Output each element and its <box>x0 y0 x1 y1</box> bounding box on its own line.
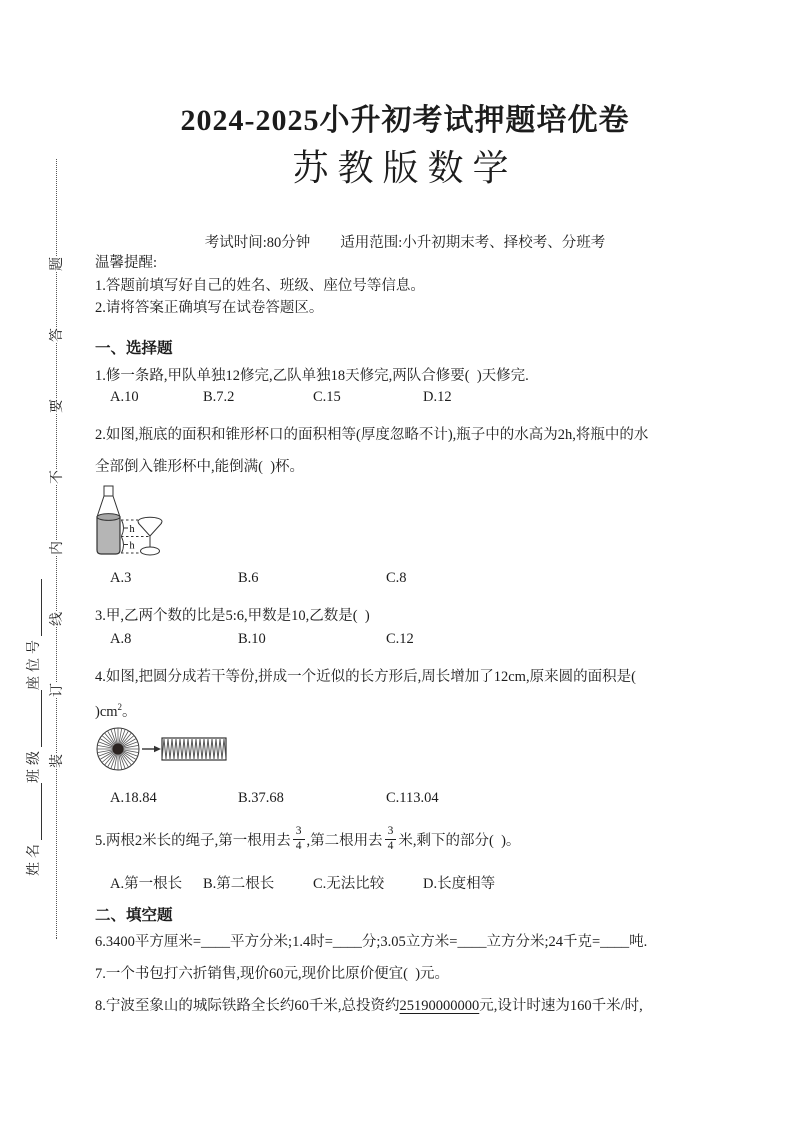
binding-dotted-line <box>56 343 57 398</box>
question-text-6: 6.3400平方厘米=____平方分米;1.4时=____分;3.05立方米=____立方分米;24千克=____吨. <box>95 934 648 950</box>
exam-title: 2024-2025小升初考试押题培优卷 <box>180 104 630 137</box>
notice-item: 2.请将答案正确填写在试卷答题区。 <box>95 300 324 316</box>
binding-dotted-line <box>56 272 57 327</box>
question-text-5-post: 米,剩下的部分( )。 <box>398 832 521 849</box>
question-text-4-cont-pre: )cm <box>95 703 118 720</box>
name-field-blank <box>28 783 42 840</box>
fraction <box>293 825 305 852</box>
question-text-8-post: 元,设计时速为160千米/时, <box>479 998 643 1014</box>
question-text-2: 2.如图,瓶底的面积和锥形杯口的面积相等(厚度忽略不计),瓶子中的水高为2h,将瓶中的水 <box>95 427 649 443</box>
binding-dotted-line <box>56 769 57 939</box>
section-title-fill-blank: 二、填空题 <box>95 907 173 924</box>
fraction <box>385 825 397 852</box>
option-item: A.第一根长 <box>110 876 183 892</box>
binding-dotted-line <box>56 698 57 753</box>
circle-center-dot <box>113 744 124 755</box>
question-text-5-pre: 5.两根2米长的绳子,第一根用去 <box>95 832 291 849</box>
question-text-3: 3.甲,乙两个数的比是5:6,甲数是10,乙数是( ) <box>95 608 370 624</box>
class-field-blank <box>28 690 42 747</box>
h-label: h <box>129 540 135 552</box>
binding-char: 不 <box>50 470 65 484</box>
binding-dotted-line <box>56 627 57 682</box>
arrow-head-icon <box>154 746 161 752</box>
binding-char: 要 <box>50 399 65 413</box>
option-item: C.113.04 <box>386 790 439 806</box>
binding-line-rail <box>47 159 65 939</box>
fraction-denominator: 4 <box>385 839 397 853</box>
option-item: B.7.2 <box>203 389 235 405</box>
option-item: A.18.84 <box>110 790 157 806</box>
binding-char: 线 <box>50 612 65 626</box>
exam-time: 考试时间:80分钟 <box>204 235 311 251</box>
superscript-2: 2 <box>117 702 123 712</box>
fraction-numerator: 3 <box>387 825 394 838</box>
question-text-5-mid: ,第二根用去 <box>306 832 383 849</box>
class-field-label: 班级 <box>27 747 42 783</box>
bottle-and-cone-figure <box>95 478 255 573</box>
question-text-2-cont: 全部倒入锥形杯中,能倒满( )杯。 <box>95 459 305 475</box>
options-row-1 <box>95 389 715 411</box>
question-text-5 <box>95 820 520 858</box>
binding-char: 订 <box>50 683 65 697</box>
option-item: D.长度相等 <box>423 876 496 892</box>
question-text-1: 1.修一条路,甲队单独12修完,乙队单独18天修完,两队合修要( )天修完. <box>95 368 529 384</box>
question-text-8 <box>95 990 715 1022</box>
binding-char: 答 <box>50 328 65 342</box>
question-text-4: 4.如图,把圆分成若干等份,拼成一个近似的长方形后,周长增加了12cm,原来圆的面积是( <box>95 669 636 685</box>
option-item: C.12 <box>386 631 414 647</box>
binding-dotted-line <box>56 556 57 611</box>
binding-dotted-line <box>56 414 57 469</box>
binding-dotted-line <box>56 159 57 256</box>
section-title-choice: 一、选择题 <box>95 340 173 357</box>
option-item: C.8 <box>386 570 407 586</box>
option-item: C.无法比较 <box>313 876 385 892</box>
exam-subtitle: 苏教版数学 <box>292 148 518 188</box>
fraction-numerator: 3 <box>295 825 302 838</box>
option-item: D.12 <box>423 389 452 405</box>
fraction-denominator: 4 <box>293 839 305 853</box>
options-row-4 <box>95 790 715 812</box>
exam-meta-row <box>95 231 715 252</box>
circle-to-rectangle-figure <box>95 718 255 778</box>
question-text-7: 7.一个书包打六折销售,现价60元,现价比原价便宜( )元。 <box>95 966 450 982</box>
option-item: C.15 <box>313 389 341 405</box>
option-item: B.37.68 <box>238 790 284 806</box>
option-item: A.3 <box>110 570 132 586</box>
option-item: B.第二根长 <box>203 876 275 892</box>
notice-item: 1.答题前填写好自己的姓名、班级、座位号等信息。 <box>95 277 425 294</box>
option-item: B.6 <box>238 570 259 586</box>
option-item: A.8 <box>110 631 132 647</box>
notice-title: 温馨提醒: <box>95 255 158 271</box>
h-label: h <box>129 524 135 535</box>
option-item: B.10 <box>238 631 266 647</box>
student-fields-rail <box>24 496 44 876</box>
binding-dotted-line <box>56 485 57 540</box>
question-text-8-pre: 8.宁波至象山的城际铁路全长约60千米,总投资约 <box>95 998 400 1014</box>
options-row-5 <box>95 872 715 894</box>
name-field-label: 姓名 <box>27 840 42 876</box>
exam-scope: 适用范围:小升初期末考、择校考、分班考 <box>340 235 606 251</box>
seat-number-field-label: 座位号 <box>27 636 42 690</box>
options-row-2 <box>95 570 715 592</box>
binding-char: 内 <box>50 541 65 555</box>
notice-block <box>95 252 425 320</box>
options-row-3 <box>95 631 715 653</box>
underlined-investment-number: 25190000000 <box>399 998 480 1014</box>
option-item: A.10 <box>110 389 139 405</box>
question-text-4-cont-post: 。 <box>122 703 137 720</box>
seat-number-field-blank <box>28 579 42 636</box>
binding-char: 题 <box>50 257 65 271</box>
binding-char: 装 <box>50 754 65 768</box>
